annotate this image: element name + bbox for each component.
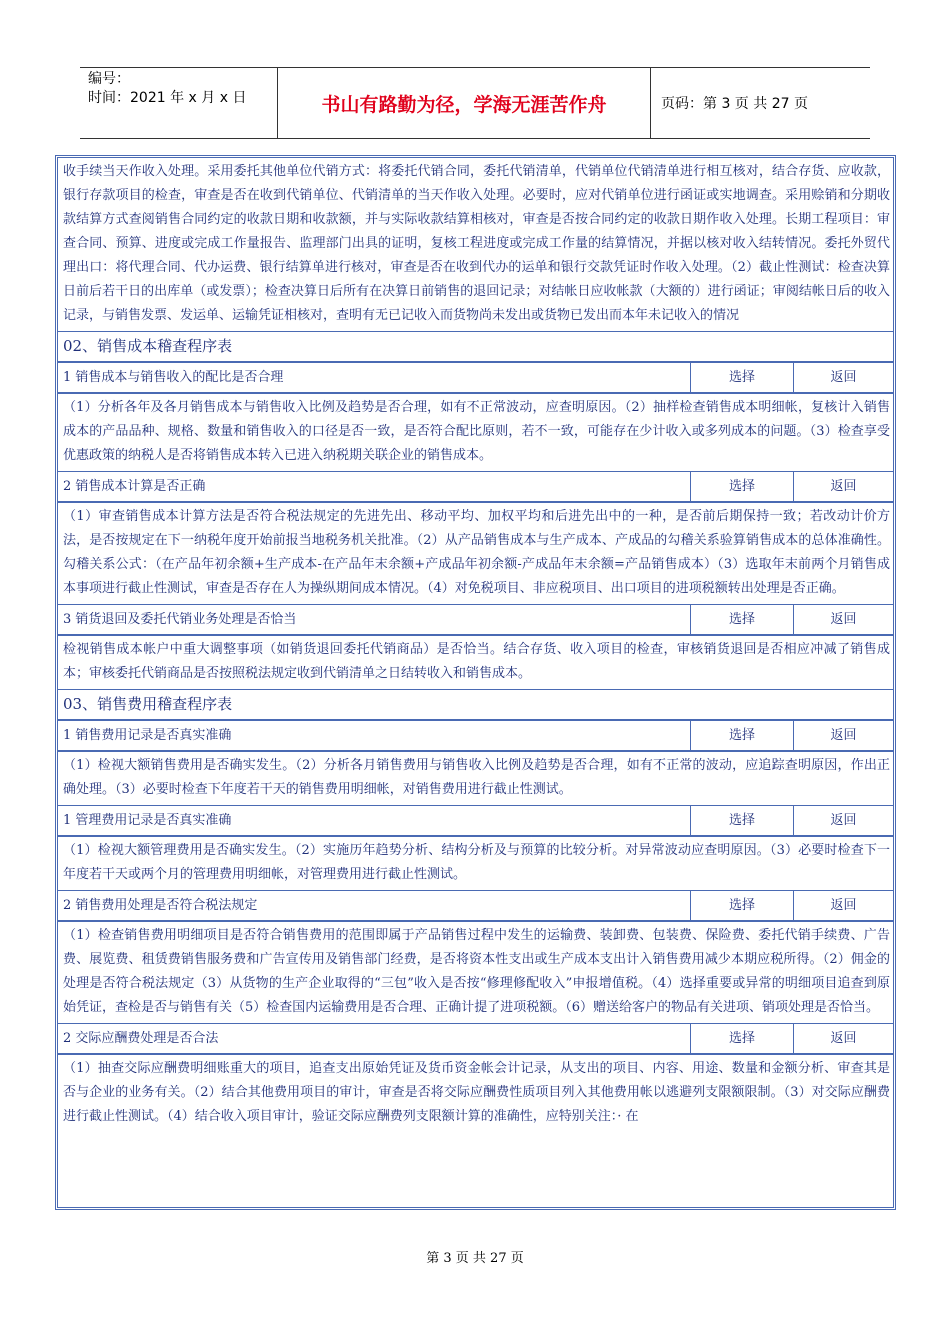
back-button[interactable]: 返回 [830, 813, 857, 828]
question-label: 2 销售成本计算是否正确 [58, 472, 691, 501]
question-label: 1 管理费用记录是否真实准确 [58, 806, 691, 835]
select-button[interactable]: 选择 [691, 605, 794, 634]
procedure-paragraph: （1）检视大额销售费用是否确实发生。（2）分析各月销售费用与销售收入比例及趋势是否合理，如有不正常的波动，应追踪查明原因，作出正确处理。（3）必要时检查下年度若干天的销售费用明细帐，对销售费用进行截止性测试。 [58, 752, 893, 806]
page-footer: 第 3 页 共 27 页 [426, 1251, 524, 1266]
header-meta [80, 68, 278, 138]
question-row [58, 472, 893, 503]
back-button[interactable]: 返回 [830, 1031, 857, 1046]
select-button[interactable]: 选择 [691, 721, 794, 750]
question-label: 1 销售成本与销售收入的配比是否合理 [58, 363, 691, 392]
question-row [58, 721, 893, 752]
page-header [80, 67, 870, 139]
back-button[interactable]: 返回 [830, 370, 857, 385]
header-motto: 书山有路勤为径，学海无涯苦作舟 [278, 68, 651, 138]
question-row [58, 806, 893, 837]
question-label: 2 销售费用处理是否符合税法规定 [58, 891, 691, 920]
header-page-info: 页码：第 3 页 共 27 页 [661, 96, 808, 112]
back-button[interactable]: 返回 [830, 479, 857, 494]
select-button[interactable]: 选择 [691, 472, 794, 501]
select-button[interactable]: 选择 [691, 806, 794, 835]
procedure-paragraph: （1）检查销售费用明细项目是否符合销售费用的范围即属于产品销售过程中发生的运输费、装卸费、包装费、保险费、委托代销手续费、广告费、展览费、租赁费销售服务费和广告宣传用及销售部门经费，是否将资本性支出或生产成本支出计入销售费用减少本期应税所得。（2）佣金的处理是否符合税法规定（3）从货物的生产企业取得的“三包”收入是否按“修理修配收入”申报增值税。（4）选择重要或异常的明细项目追查到原始凭证，查检是否与销售有关（5）检查国内运输费用是否合理、正确计提了进项税额。（6）赠送给客户的物品有关进项、销项处理是否恰当。 [58, 922, 893, 1024]
date-label: 时间：2021 年 x 月 x 日 [88, 90, 247, 106]
procedure-paragraph: （1）检视大额管理费用是否确实发生。（2）实施历年趋势分析、结构分析及与预算的比较分析。对异常波动应查明原因。（3）必要时检查下一年度若干天或两个月的管理费用明细帐，对管理费用进行截止性测试。 [58, 837, 893, 891]
section-heading-03: 03、销售费用稽查程序表 [58, 690, 893, 721]
back-button[interactable]: 返回 [830, 612, 857, 627]
procedure-paragraph: （1）审查销售成本计算方法是否符合税法规定的先进先出、移动平均、加权平均和后进先出中的一种，是否前后期保持一致；若改动计价方法，是否按规定在下一纳税年度开始前报当地税务机关批准。（2）从产品销售成本与生产成本、产成品的勾稽关系验算销售成本的总体准确性。勾稽关系公式：（在产品年初余额+生产成本-在产品年末余额+产成品年初余额-产成品年末余额=产品销售成本）（3）选取年末前两个月销售成本事项进行截止性测试，审查是否存在人为操纵期间成本情况。（4）对免税项目、非应税项目、出口项目的进项税额转出处理是否正确。 [58, 503, 893, 605]
question-row [58, 891, 893, 922]
select-button[interactable]: 选择 [691, 1024, 794, 1053]
question-label: 2 交际应酬费处理是否合法 [58, 1024, 691, 1053]
procedure-paragraph: 检视销售成本帐户中重大调整事项（如销货退回委托代销商品）是否恰当。结合存货、收入项目的检查，审核销货退回是否相应冲减了销售成本；审核委托代销商品是否按照税法规定收到代销清单之日结转收入和销售成本。 [58, 636, 893, 690]
question-row [58, 363, 893, 394]
select-button[interactable]: 选择 [691, 891, 794, 920]
procedure-paragraph: （1）分析各年及各月销售成本与销售收入比例及趋势是否合理，如有不正常波动，应查明原因。（2）抽样检查销售成本明细帐，复核计入销售成本的产品品种、规格、数量和销售收入的口径是否一致，是否符合配比原则，若不一致，可能存在少计收入或多列成本的问题。（3）检查享受优惠政策的纳税人是否将销售成本转入已进入纳税期关联企业的销售成本。 [58, 394, 893, 472]
section-heading-02: 02、销售成本稽查程序表 [58, 332, 893, 363]
question-label: 1 销售费用记录是否真实准确 [58, 721, 691, 750]
back-button[interactable]: 返回 [830, 898, 857, 913]
question-row [58, 1024, 893, 1055]
serial-number-label: 编号： [88, 71, 130, 87]
question-label: 3 销货退回及委托代销业务处理是否恰当 [58, 605, 691, 634]
back-button[interactable]: 返回 [830, 728, 857, 743]
audit-procedure-table [55, 155, 896, 1210]
question-row [58, 605, 893, 636]
select-button[interactable]: 选择 [691, 363, 794, 392]
intro-paragraph: 收手续当天作收入处理。采用委托其他单位代销方式：将委托代销合同，委托代销清单，代销单位代销清单进行相互核对，结合存货、应收款，银行存款项目的检查，审查是否在收到代销单位、代销清单的当天作收入处理。必要时，应对代销单位进行函证或实地调查。采用赊销和分期收款结算方式查阅销售合同约定的收款日期和收款额，并与实际收款结算相核对，审查是否按合同约定的收款日期作收入处理。长期工程项目：审查合同、预算、进度或完成工作量报告、监理部门出具的证明，复核工程进度或完成工作量的结算情况，并据以核对收入结转情况。委托外贸代理出口：将代理合同、代办运费、银行结算单进行核对，审查是否在收到代办的运单和银行交款凭证时作收入处理。（2）截止性测试：检查决算日前后若干日的出库单（或发票）；检查决算日后所有在决算日前销售的退回记录；对结帐日应收帐款（大额的）进行函证；审阅结帐日后的收入记录，与销售发票、发运单、运输凭证相核对，查明有无已记收入而货物尚未发出或货物已发出而本年未记收入的情况 [58, 158, 893, 332]
procedure-paragraph: （1）抽查交际应酬费明细账重大的项目，追查支出原始凭证及货币资金帐会计记录，从支出的项目、内容、用途、数量和金额分析、审查其是否与企业的业务有关。（2）结合其他费用项目的审计，审查是否将交际应酬费性质项目列入其他费用帐以逃避列支限额限制。（3）对交际应酬费进行截止性测试。（4）结合收入项目审计，验证交际应酬费列支限额计算的准确性，应特别关注：· 在 [63, 1061, 890, 1124]
